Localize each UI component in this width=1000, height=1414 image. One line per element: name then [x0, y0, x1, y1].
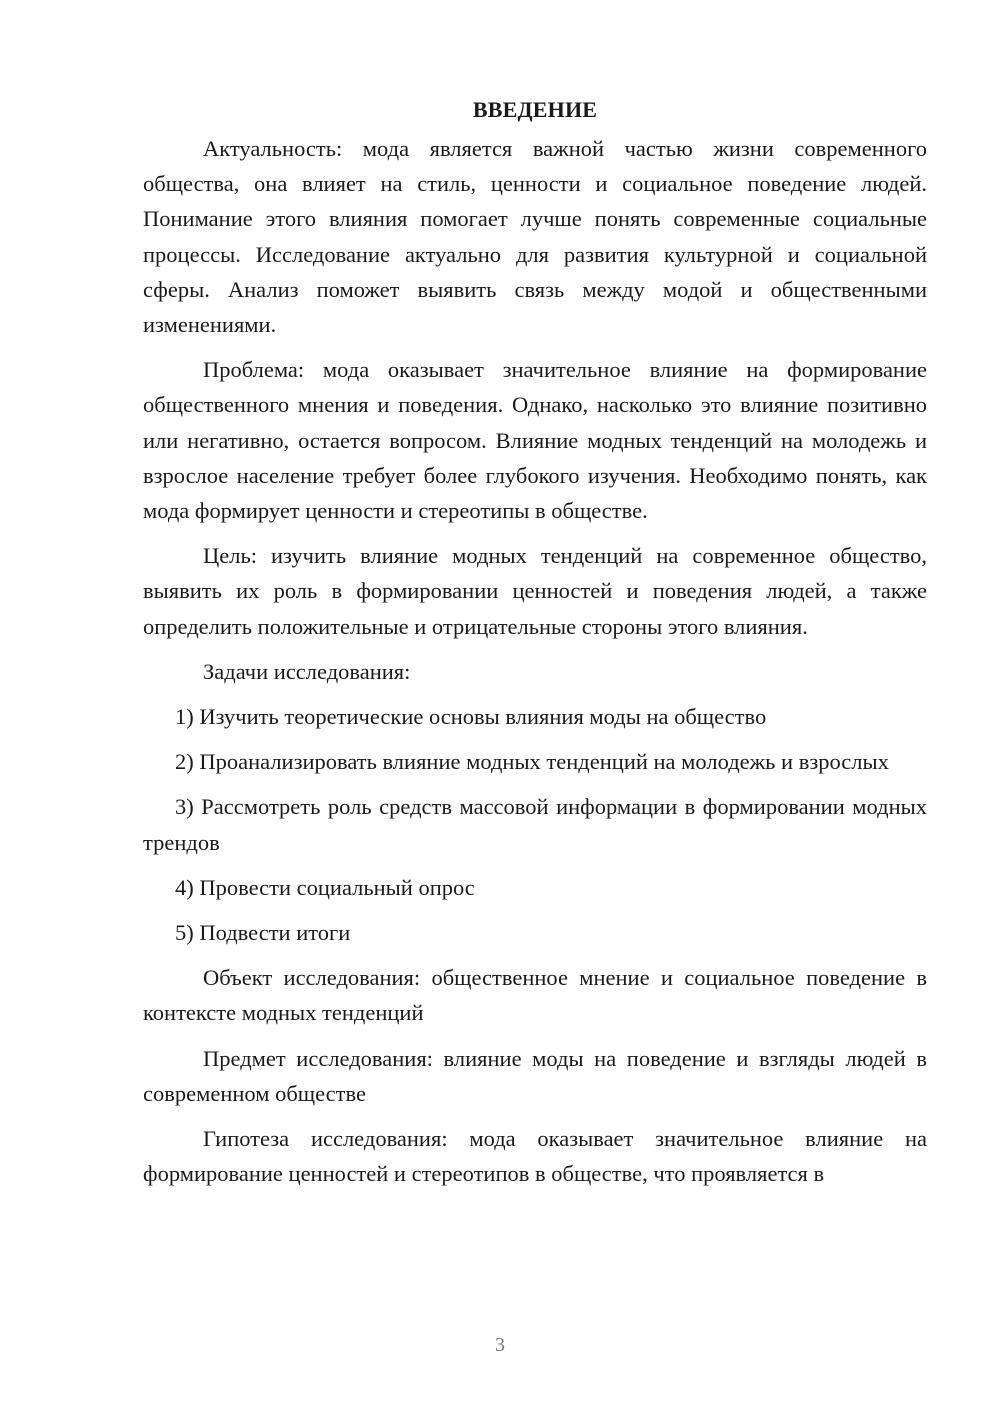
task-item: 5) Подвести итоги — [175, 920, 351, 946]
section-title: ВВЕДЕНИЕ — [472, 97, 598, 122]
page-number: 3 — [495, 1334, 505, 1356]
document-page — [143, 92, 927, 1201]
task-item: 3) Рассмотреть роль средств массовой информации в формировании модных трендов — [143, 794, 927, 855]
task-item: 1) Изучить теоретические основы влияния моды на общество — [175, 704, 767, 730]
task-item: 4) Провести социальный опрос — [175, 874, 475, 900]
hypothesis-paragraph: Гипотеза исследования: мода оказывает значительное влияние на формирование ценностей и стереотипов в обществе, что проявляется в — [143, 1126, 927, 1187]
relevance-paragraph: Актуальность: мода является важной частью жизни современного общества, она влияет на стиль, ценности и социальное поведение людей. Понимание этого влияния помогает лучше понять современные социальные процессы. Исследование актуально для развития культурной и социальной сферы. Анализ поможет выявить связь между модой и общественными изменениями. — [143, 136, 927, 338]
goal-paragraph: Цель: изучить влияние модных тенденций на современное общество, выявить их роль в формировании ценностей и поведения людей, а также определить положительные и отрицательные стороны этого влияния. — [143, 543, 927, 639]
object-paragraph: Объект исследования: общественное мнение и социальное поведение в контексте модных тенденций — [143, 965, 927, 1026]
problem-paragraph: Проблема: мода оказывает значительное влияние на формирование общественного мнения и поведения. Однако, насколько это влияние позитивно или негативно, остается вопросом. Влияние модных тенденций на молодежь и взрослое население требует более глубокого изучения. Необходимо понять, как мода формирует ценности и стереотипы в обществе. — [143, 357, 927, 524]
tasks-heading: Задачи исследования: — [203, 658, 411, 684]
subject-paragraph: Предмет исследования: влияние моды на поведение и взгляды людей в современном обществе — [143, 1045, 927, 1106]
task-item: 2) Проанализировать влияние модных тенденций на молодежь и взрослых — [175, 749, 889, 775]
